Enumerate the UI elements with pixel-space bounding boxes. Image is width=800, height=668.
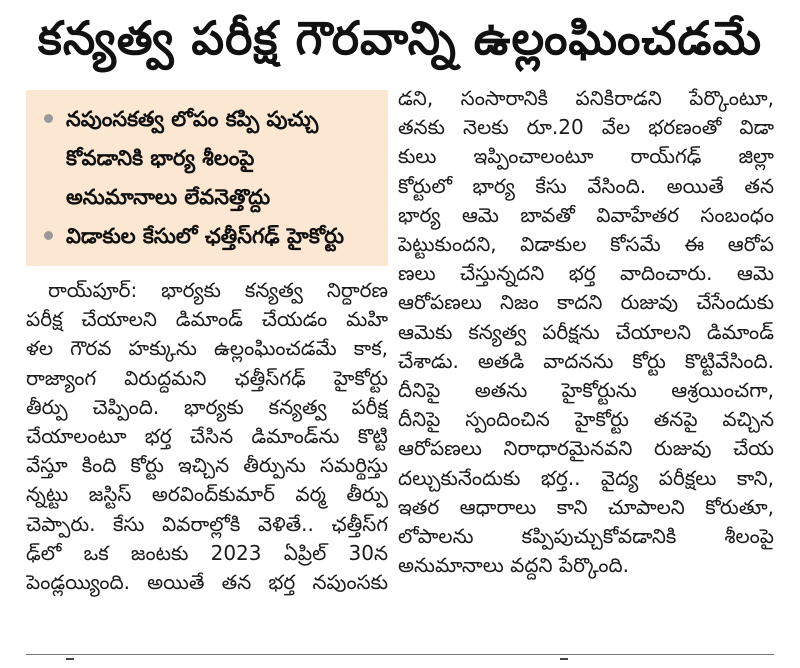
text-line: ఆరోపణలు నిజం కాదని రుజువు చేసేందుకు: [398, 290, 774, 315]
text-line: లోపాలను కప్పిపుచ్చుకోవడానికి శీలంపై: [398, 524, 774, 549]
text-line: దల్చుకునేందుకు భర్త.. వైద్య పరీక్షలు కాని,: [398, 465, 774, 490]
text-line: పెట్టుకుందని, విడాకుల కోసమే ఈ ఆరోప: [398, 232, 774, 257]
highlight-line: కోవడానికి భార్య శీలంపై: [66, 146, 255, 170]
bullet-icon: [44, 231, 53, 240]
text-line: ఇతర ఆధారాలు కాని చూపాలని కోరుతూ,: [398, 494, 774, 519]
highlight-line: అనుమానాలు లేవనెత్తొద్దు: [66, 185, 271, 209]
text-line: ణలు చేస్తున్నదని భర్త వాదించారు. ఆమె: [398, 261, 774, 286]
text-line: వేస్తూ కింది కోర్టు ఇచ్చిన తీర్పును సమర్థిస్తు: [26, 453, 388, 478]
text-line: చెప్పారు. కేసు వివరాల్లోకి వెళితే.. ఛత్తీస్‌గ: [26, 511, 388, 536]
text-line: ఆమెకు కన్యత్వ పరీక్షను చేయాలని డిమాండ్: [398, 319, 774, 344]
highlight-item: [42, 100, 380, 217]
text-line: కులు ఇప్పించాలంటూ రాయ్‌గఢ్ జిల్లా: [398, 144, 774, 169]
headline: కన్యత్వ పరీక్ష గౌరవాన్ని ఉల్లంఘించడమే: [37, 11, 763, 65]
text-line: ఢ్‌లో ఒక జంటకు 2023 ఏప్రిల్ 30న: [26, 540, 388, 565]
text-line: రాజ్యాంగ విరుద్ధమని ఛత్తీస్‌గఢ్ హైకోర్టు: [26, 365, 388, 390]
bullet-icon: [44, 114, 53, 123]
text-line: కోర్టులో భార్య కేసు వేసింది. అయితే తన: [398, 173, 774, 198]
bottom-divider: [26, 654, 774, 655]
text-line: ళల గౌరవ హక్కును ఉల్లంఘించడమే కాక,: [26, 336, 388, 361]
divider-mark: [66, 658, 74, 666]
article-left-column: [26, 276, 388, 597]
text-line: దీనిపై అతను హైకోర్టును ఆశ్రయించగా,: [398, 378, 774, 403]
article-right-column: [398, 84, 774, 580]
text-line: చేశాడు. అతడి వాదనను కోర్టు కొట్టివేసింది.: [398, 348, 774, 373]
text-line: తనకు నెలకు రూ.20 వేల భరణంతో విడా: [398, 115, 774, 140]
text-line: డని, సంసారానికి పనికిరాడని పేర్కొంటూ,: [398, 86, 774, 110]
text-line: అనుమానాలు వద్దని పేర్కొంది.: [398, 553, 629, 578]
highlight-line: నపుంసకత్వ లోపం కప్పి పుచ్చు: [66, 107, 319, 131]
text-line: ఆరోపణలు నిరాధారమైనవని రుజువు చేయ: [398, 436, 774, 461]
divider-mark: [560, 658, 568, 666]
highlight-item: [42, 217, 380, 256]
text-line: దీనిపై స్పందించిన హైకోర్టు తనపై వచ్చిన: [398, 407, 774, 432]
text-line: రాయ్‌పూర్: భార్యకు కన్యత్వ నిర్ధారణ: [48, 278, 388, 302]
text-line: న్నట్టు జస్టిస్ అరవింద్‌కుమార్ వర్మ తీర్పు: [26, 482, 388, 507]
text-line: చేయాలంటూ భర్త చేసిన డిమాండ్‌ను కొట్టి: [26, 424, 388, 449]
text-line: భార్య ఆమె బావతో వివాహేతర సంబంధం: [398, 202, 774, 227]
text-line: పరీక్ష చేయాలని డిమాండ్ చేయడం మహి: [26, 307, 388, 332]
highlights-box: [26, 90, 388, 266]
text-line: పెండ్లయ్యింది. అయితే తన భర్త నపుంసకు: [26, 570, 388, 595]
text-line: తీర్పు చెప్పింది. భార్యకు కన్యత్వ పరీక్ష: [26, 394, 388, 419]
highlight-line: విడాకుల కేసులో ఛత్తీస్‌గఢ్ హైకోర్టు: [66, 224, 344, 248]
